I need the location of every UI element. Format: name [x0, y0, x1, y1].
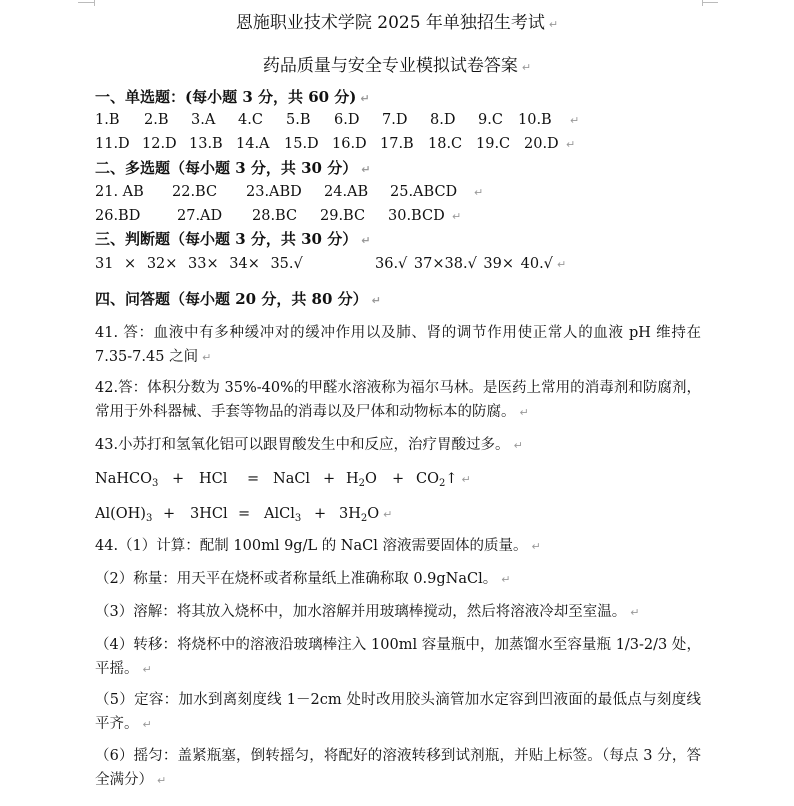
title-line-2: 药品质量与安全专业模拟试卷答案	[262, 56, 518, 76]
paragraph-mark-icon: ↵	[566, 138, 576, 151]
document-subtitle	[0, 57, 794, 77]
paragraph-mark-icon: ↵	[157, 774, 167, 787]
answer-item: 14.A	[236, 136, 270, 152]
page-corner-mark-left-v	[94, 0, 95, 6]
paragraph-mark-icon: ↵	[142, 663, 152, 676]
gas-arrow-icon: ↑	[445, 471, 458, 487]
answer-43: 43.小苏打和氢氧化铝可以跟胃酸发生中和反应，治疗胃酸过多。 ↵	[95, 437, 523, 453]
paragraph-mark-icon: ↵	[202, 351, 212, 364]
answer-item: 5.B	[286, 112, 311, 128]
paragraph-mark-icon: ↵	[513, 439, 523, 452]
answer-item: 7.D	[382, 112, 408, 128]
paragraph-mark-icon: ↵	[630, 606, 640, 619]
answer-item: 3.A	[191, 112, 216, 128]
paragraph-mark-icon: ↵	[371, 294, 381, 307]
paragraph-mark-icon: ↵	[501, 573, 511, 586]
paragraph-mark-icon: ↵	[452, 210, 462, 223]
answer-item: 25.ABCD	[390, 184, 458, 200]
title-line-1: 恩施职业技术学院 2025 年单独招生考试	[235, 13, 545, 33]
answer-item: 26.BD	[95, 208, 141, 224]
answer-44-step-2: （2）称量：用天平在烧杯或者称量纸上准确称取 0.9gNaCl。 ↵	[95, 571, 511, 587]
answer-item: 21. AB	[95, 184, 144, 200]
page-corner-mark-right	[702, 2, 718, 3]
paragraph-mark-icon: ↵	[474, 186, 484, 199]
answer-item: 22.BC	[172, 184, 218, 200]
single-choice-row-2	[95, 135, 575, 154]
true-false-row-a: 31 × 32× 33× 34× 35.√	[95, 256, 303, 272]
paragraph-mark-icon: ↵	[361, 234, 371, 247]
equation-sodium-bicarbonate: NaHCO$_3$ + HCl = NaCl + $H_2O$ + $CO_2↑$ ↵	[95, 471, 471, 489]
section-heading-single-choice: 一、单选题：(每小题 3 分，共 60 分) ↵	[95, 88, 370, 106]
paragraph-mark-icon: ↵	[521, 61, 532, 74]
equation-aluminum-hydroxide: $Al(OH)_3 + 3HCl$ = AlCl$_3$ + $3H_2O$ ↵	[95, 506, 393, 524]
answer-item: 4.C	[238, 112, 263, 128]
answer-item: 30.BCD	[388, 208, 445, 224]
page-corner-mark-left	[78, 2, 94, 3]
multi-choice-row-1	[95, 183, 483, 202]
true-false-row-b: 36.√ 37×38.√ 39× 40.√ ↵	[375, 256, 567, 272]
answer-item: 9.C	[478, 112, 503, 128]
answer-item: 19.C	[476, 136, 511, 152]
answer-item: 18.C	[428, 136, 463, 152]
multi-choice-row-2	[95, 207, 461, 226]
answer-item: 16.D	[332, 136, 367, 152]
section-heading-multi-choice: 二、多选题（每小题 3 分，共 30 分） ↵	[95, 159, 371, 177]
answer-item: 6.D	[334, 112, 360, 128]
paragraph-mark-icon: ↵	[548, 18, 559, 31]
answer-44-step-6: （6）摇匀：盖紧瓶塞，倒转摇匀，将配好的溶液转移到试剂瓶，并贴上标签。（每点 3 分，答全满分） ↵	[95, 748, 701, 788]
paragraph-mark-icon: ↵	[360, 92, 370, 105]
page-corner-mark-right-v	[702, 0, 703, 6]
answer-item: 27.AD	[177, 208, 223, 224]
answer-item: 15.D	[284, 136, 319, 152]
answer-41: 41. 答：血液中有多种缓冲对的缓冲作用以及肺、肾的调节作用使正常人的血液 pH 维持在 7.35-7.45 之间 ↵	[95, 325, 701, 365]
answer-item: 23.ABD	[246, 184, 302, 200]
paragraph-mark-icon: ↵	[142, 718, 152, 731]
answer-item: 11.D	[95, 136, 130, 152]
answer-44-step-5: （5）定容：加水到离刻度线 1－2cm 处时改用胶头滴管加水定容到凹液面的最低点与刻度线平齐。 ↵	[95, 692, 701, 732]
answer-item: 2.B	[144, 112, 169, 128]
paragraph-mark-icon: ↵	[361, 163, 371, 176]
paragraph-mark-icon: ↵	[519, 406, 529, 419]
paragraph-mark-icon: ↵	[531, 540, 541, 553]
answer-item: 13.B	[189, 136, 223, 152]
answer-42: 42.答：体积分数为 35%-40%的甲醛水溶液称为福尔马林。是医药上常用的消毒剂和防腐剂，常用于外科器械、手套等物品的消毒以及尸体和动物标本的防腐。 ↵	[95, 380, 701, 420]
section-heading-qa: 四、问答题（每小题 20 分，共 80 分） ↵	[95, 290, 381, 308]
answer-44-step-4: （4）转移：将烧杯中的溶液沿玻璃棒注入 100ml 容量瓶中，加蒸馏水至容量瓶 1/3-2/3 处，平摇。 ↵	[95, 637, 701, 677]
paragraph-mark-icon: ↵	[570, 114, 580, 127]
paragraph-mark-icon: ↵	[461, 473, 471, 486]
answer-item: 8.D	[430, 112, 456, 128]
paragraph-mark-icon: ↵	[383, 508, 393, 521]
answer-44-step-1: 44.（1）计算：配制 100ml 9g/L 的 NaCl 溶液需要固体的质量。 ↵	[95, 538, 541, 554]
paragraph-mark-icon: ↵	[556, 258, 567, 271]
answer-item: 12.D	[142, 136, 177, 152]
single-choice-row-1	[95, 111, 579, 130]
answer-44-step-3: （3）溶解：将其放入烧杯中，加水溶解并用玻璃棒搅动，然后将溶液冷却至室温。 ↵	[95, 604, 640, 620]
answer-item: 29.BC	[320, 208, 366, 224]
answer-item: 10.B	[518, 112, 552, 128]
document-title	[0, 14, 794, 34]
answer-item: 24.AB	[324, 184, 369, 200]
section-heading-true-false: 三、判断题（每小题 3 分，共 30 分） ↵	[95, 230, 371, 248]
answer-item: 20.D	[524, 136, 559, 152]
answer-item: 1.B	[95, 112, 120, 128]
answer-item: 17.B	[380, 136, 414, 152]
answer-item: 28.BC	[252, 208, 298, 224]
